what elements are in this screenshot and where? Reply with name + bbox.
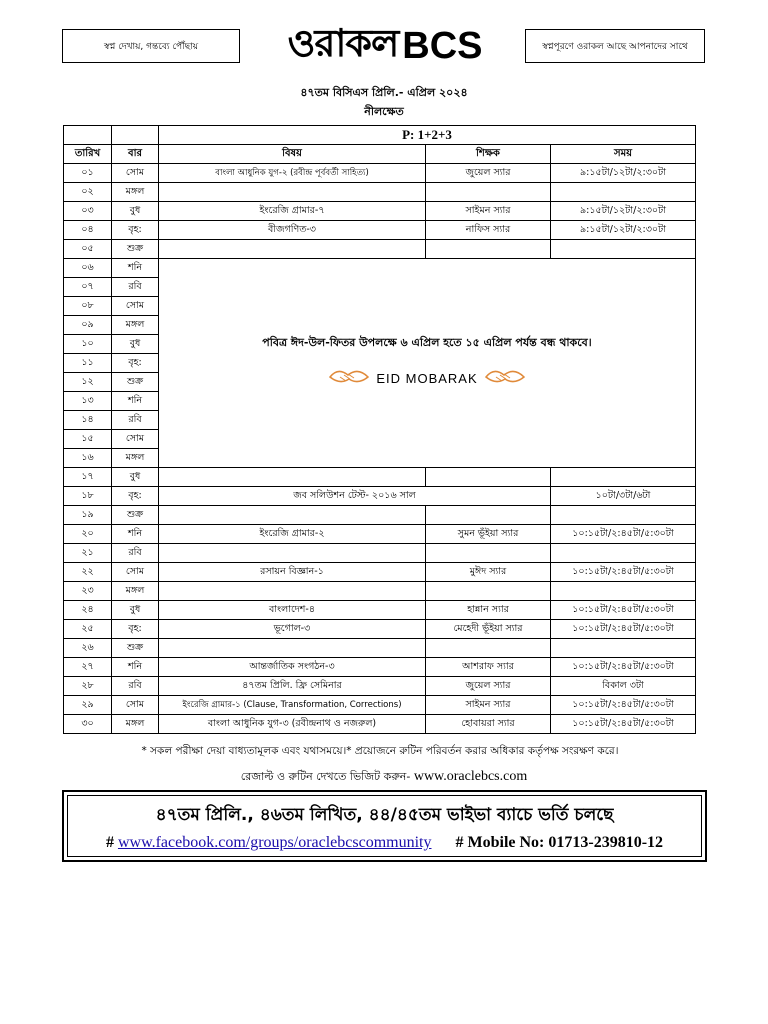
teacher-cell [426,506,551,525]
teacher-cell: জুয়েল স্যার [426,677,551,696]
eid-mubarak-banner [161,365,693,392]
left-slogan: স্বপ্ন দেখায়, গন্তব্যে পৌঁছায় [103,41,199,52]
day-cell: শুক্র [112,639,159,658]
day-cell: বৃহ: [112,354,159,373]
date-cell: ০৫ [64,240,112,259]
day-cell: শনি [112,525,159,544]
date-cell: ২৩ [64,582,112,601]
time-cell [551,183,696,202]
subject-cell: ইংরেজি গ্রামার-১ (Clause, Transformation, Corrections) [159,696,426,715]
header-day: বার [112,145,159,164]
day-cell: মঙ্গল [112,316,159,335]
website-url[interactable]: www.oraclebcs.com [413,769,528,784]
subject-cell: ভূগোল-৩ [159,620,426,639]
teacher-cell [426,639,551,658]
day-cell: শনি [112,392,159,411]
table-row [64,658,696,677]
subject-cell [159,639,426,658]
table-row [64,525,696,544]
routine-table [63,125,696,734]
time-cell [551,468,696,487]
day-cell: সোম [112,696,159,715]
date-cell: ১৩ [64,392,112,411]
teacher-cell: মেহেদী ভূঁইয়া স্যার [426,620,551,639]
time-cell: ১০টা/৩টা/৬টা [551,487,696,506]
hash-symbol: # [105,834,114,851]
table-row [64,601,696,620]
teacher-cell: সুমন ভূঁইয়া স্যার [426,525,551,544]
day-cell: শনি [112,658,159,677]
teacher-cell: সাইমন স্যার [426,696,551,715]
website-note [0,768,768,787]
date-cell: ২৪ [64,601,112,620]
date-cell: ০৭ [64,278,112,297]
teacher-cell: সাইমন স্যার [426,202,551,221]
teacher-cell [426,544,551,563]
date-cell: ২৭ [64,658,112,677]
day-cell: সোম [112,430,159,449]
day-cell: রবি [112,411,159,430]
time-cell: ৯:১৫টা/১২টা/২:৩০টা [551,221,696,240]
day-cell: বুধ [112,601,159,620]
date-cell: ০৪ [64,221,112,240]
subject-cell: ৪৭তম প্রিলি. ফ্রি সেমিনার [159,677,426,696]
subject-cell: ইংরেজি গ্রামার-২ [159,525,426,544]
table-row [64,183,696,202]
date-cell: ০৩ [64,202,112,221]
time-cell [551,582,696,601]
handshake-icon [328,365,370,392]
day-cell: সোম [112,164,159,183]
time-cell: ১০:১৫টা/২:৪৫টা/৫:৩০টা [551,563,696,582]
eid-holiday-cell [159,259,696,468]
day-cell: বৃহ: [112,487,159,506]
teacher-cell [426,468,551,487]
day-cell: মঙ্গল [112,449,159,468]
time-cell: বিকাল ৩টা [551,677,696,696]
subject-cell: রসায়ন বিজ্ঞান-১ [159,563,426,582]
teacher-cell: হান্নান স্যার [426,601,551,620]
date-cell: ১৮ [64,487,112,506]
subject-cell [159,240,426,259]
oracle-bcs-logo [250,22,520,70]
time-cell [551,639,696,658]
eid-mubarak-text: EID MOBARAK [376,371,478,386]
subject-cell [159,468,426,487]
teacher-cell: নাফিস স্যার [426,221,551,240]
date-cell: ২৯ [64,696,112,715]
p-label: P: 1+2+3 [159,126,696,145]
date-cell: ০৯ [64,316,112,335]
day-cell: রবি [112,677,159,696]
day-cell: শুক্র [112,240,159,259]
subject-cell [159,183,426,202]
mobile-number: # Mobile No: 01713-239810-12 [455,834,664,851]
header-date: তারিখ [64,145,112,164]
logo-english-text: BCS [402,24,483,67]
table-row [64,164,696,183]
teacher-cell: মুঈদ স্যার [426,563,551,582]
date-cell: ২১ [64,544,112,563]
admission-ad-box [62,790,707,862]
table-row [64,696,696,715]
table-row [64,715,696,734]
time-cell: ১০:১৫টা/২:৪৫টা/৫:৩০টা [551,525,696,544]
date-cell: ১৭ [64,468,112,487]
eid-holiday-notice: পবিত্র ঈদ-উল-ফিতর উপলক্ষে ৬ এপ্রিল হতে ১৫ এপ্রিল পর্যন্ত বন্ধ থাকবে। [262,336,592,349]
date-cell: ০৮ [64,297,112,316]
date-cell: ১৪ [64,411,112,430]
holiday-row [64,259,696,278]
day-cell: মঙ্গল [112,183,159,202]
teacher-cell: হোবায়রা স্যার [426,715,551,734]
day-cell: রবি [112,278,159,297]
time-cell [551,506,696,525]
day-cell: শনি [112,259,159,278]
subject-cell: জব সলিউশন টেস্ট- ২০১৬ সাল [159,487,551,506]
header-row [64,145,696,164]
table-row [64,506,696,525]
date-cell: ০৬ [64,259,112,278]
admission-ad-inner [67,795,702,857]
contact-line [68,834,701,852]
right-slogan: স্বপ্নপূরণে ওরাকল আছে আপনাদের সাথে [542,41,688,52]
time-cell: ১০:১৫টা/২:৪৫টা/৫:৩০টা [551,658,696,677]
facebook-group-link[interactable]: www.facebook.com/groups/oraclebcscommunity [117,834,432,851]
teacher-cell: জুয়েল স্যার [426,164,551,183]
subject-cell: বাংলাদেশ-৪ [159,601,426,620]
time-cell: ১০:১৫টা/২:৪৫টা/৫:৩০টা [551,715,696,734]
subject-cell [159,582,426,601]
day-cell: সোম [112,297,159,316]
left-slogan-box [62,29,240,63]
p-label-row [64,126,696,145]
subject-cell [159,506,426,525]
teacher-cell [426,183,551,202]
date-cell: ১০ [64,335,112,354]
teacher-cell [426,582,551,601]
header-time: সময় [551,145,696,164]
table-row [64,582,696,601]
date-cell: ১৫ [64,430,112,449]
time-cell [551,240,696,259]
header-subject: বিষয় [159,145,426,164]
subject-cell: বাংলা আধুনিক যুগ-২ (রবীন্দ্র পূর্ববর্তী সাহিত্য) [159,164,426,183]
date-cell: ০১ [64,164,112,183]
subject-cell: আন্তর্জাতিক সংগঠন-৩ [159,658,426,677]
date-cell: ১১ [64,354,112,373]
table-row [64,202,696,221]
table-row [64,544,696,563]
date-cell: ২২ [64,563,112,582]
table-row [64,487,696,506]
subject-cell [159,544,426,563]
date-cell: ২০ [64,525,112,544]
date-cell: ১৬ [64,449,112,468]
routine-title: ৪৭তম বিসিএস প্রিলি.- এপ্রিল ২০২৪ [300,86,468,99]
time-cell: ৯:১৫টা/১২টা/২:৩০টা [551,164,696,183]
subject-cell: বীজগণিত-৩ [159,221,426,240]
right-slogan-box [525,29,705,63]
time-cell [551,544,696,563]
day-cell: বুধ [112,468,159,487]
header-teacher: শিক্ষক [426,145,551,164]
date-cell: ২৬ [64,639,112,658]
day-cell: শুক্র [112,506,159,525]
teacher-cell: আশরাফ স্যার [426,658,551,677]
exam-note: * সকল পরীক্ষা দেয়া বাধ্যতামূলক এবং যথাসময়ে।* প্রয়োজনে রুটিন পরিবর্তন করার অধিকার কর্তৃপক্ষ সংরক্ষণ করে। [141,745,619,757]
subject-cell: বাংলা আধুনিক যুগ-৩ (রবীন্দ্রনাথ ও নজরুল) [159,715,426,734]
table-row [64,677,696,696]
table-row [64,639,696,658]
time-cell: ৯:১৫টা/১২টা/২:৩০টা [551,202,696,221]
day-cell: বৃহ: [112,620,159,639]
date-cell: ০২ [64,183,112,202]
time-cell: ১০:১৫টা/২:৪৫টা/৫:৩০টা [551,601,696,620]
day-cell: মঙ্গল [112,715,159,734]
table-row [64,620,696,639]
time-cell: ১০:১৫টা/২:৪৫টা/৫:৩০টা [551,620,696,639]
day-cell: রবি [112,544,159,563]
date-cell: ২৮ [64,677,112,696]
day-cell: মঙ্গল [112,582,159,601]
date-cell: ২৫ [64,620,112,639]
handshake-icon [484,365,526,392]
day-cell: বুধ [112,202,159,221]
date-cell: ১২ [64,373,112,392]
date-cell: ১৯ [64,506,112,525]
day-cell: শুক্র [112,373,159,392]
date-cell: ৩০ [64,715,112,734]
day-cell: বৃহ: [112,221,159,240]
subject-cell: ইংরেজি গ্রামার-৭ [159,202,426,221]
website-prefix: রেজাল্ট ও রুটিন দেখতে ভিজিট করুন- [240,770,411,783]
logo-bengali-text: ওরাকল [287,21,399,65]
day-cell: বুধ [112,335,159,354]
day-cell: সোম [112,563,159,582]
teacher-cell [426,240,551,259]
branch-name: নীলক্ষেত [364,105,404,118]
table-row [64,221,696,240]
table-row [64,240,696,259]
table-row [64,468,696,487]
admission-headline: ৪৭তম প্রিলি., ৪৬তম লিখিত, ৪৪/৪৫তম ভাইভা ব্যাচে ভর্তি চলছে [155,805,614,825]
time-cell: ১০:১৫টা/২:৪৫টা/৫:৩০টা [551,696,696,715]
table-row [64,563,696,582]
